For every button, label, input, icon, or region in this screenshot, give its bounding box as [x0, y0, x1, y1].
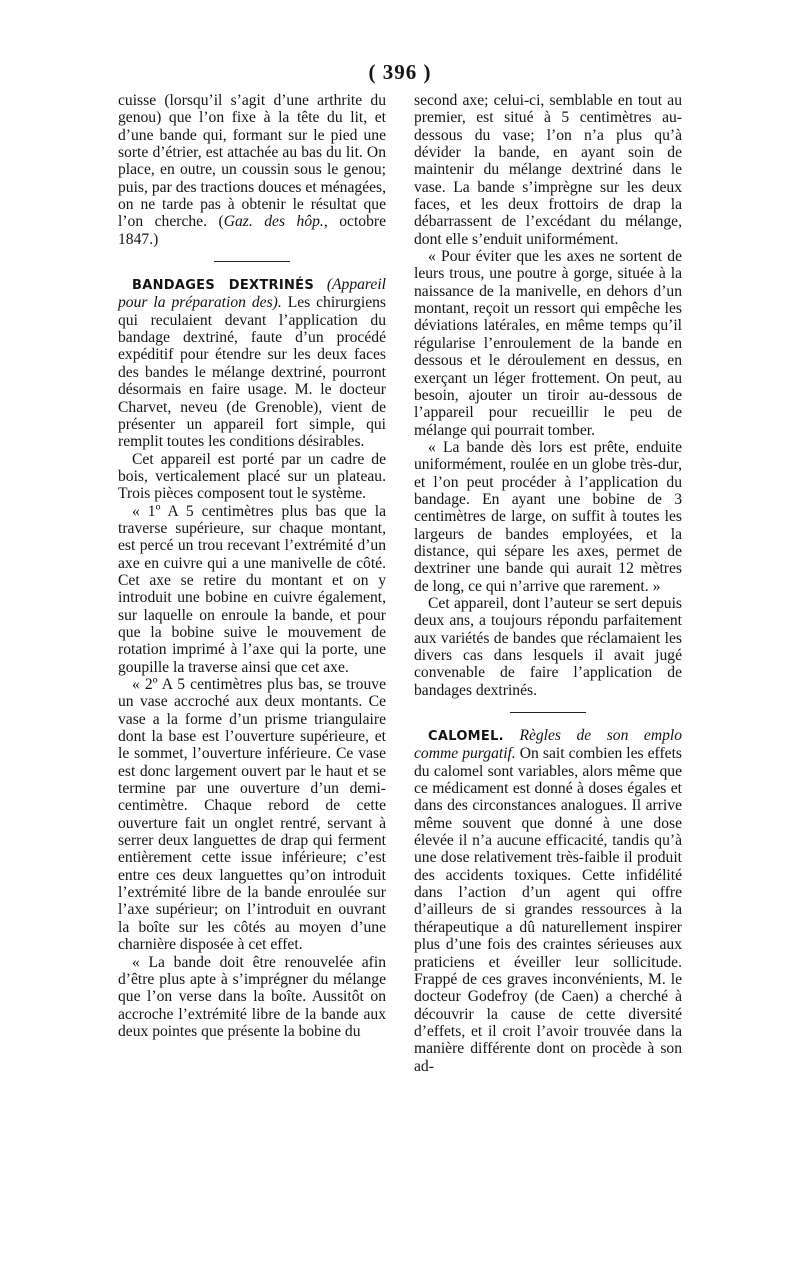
paragraph: second axe; celui-ci, semblable en tout au premier, est situé à 5 centimètres au-dessous du vase; l’on n’a plus qu’à dévider la bande, en ayant soin de maintenir du mélange dextriné dans le vase. La bande s’imprègne sur les deux faces, et les deux frottoirs de drap la débarrassent de l’excédant du mélange, dont elle s’enduit uniformément.: [414, 92, 682, 248]
section-divider: [214, 261, 290, 262]
paragraph: « 2º A 5 centimètres plus bas, se trouve un vase accroché aux deux montants. Ce vase a la forme d’un prisme triangulaire dont la base est l’ouverture supérieure, et le sommet, l’ouverture inférieure. Ce vase est donc largement ouvert par le haut et se termine par une ouverture d’un demi-centimètre. Chaque rebord de cette ouverture fait un onglet rentré, servant à serrer deux languettes de drap qui ferment entièrement cette issue inférieure; c’est entre ces deux languettes qu’on introduit l’extrémité libre de la bande enroulée sur l’axe supérieur; on l’introduit en ouvrant la boîte sur les côtés au moyen d’une charnière disposée à cet effet.: [118, 676, 386, 954]
paragraph: « 1º A 5 centimètres plus bas que la traverse supérieure, sur chaque montant, est percé un trou recevant l’extrémité d’un axe en cuivre qui a une manivelle de côté. Cet axe se retire du montant et on y introduit une bobine en cuivre également, sur laquelle on enroule la bande, et pour que la bobine suive le mouvement de rotation imprimé à l’axe qui la porte, une goupille la traverse ainsi que cet axe.: [118, 502, 386, 676]
paragraph: « La bande dès lors est prête, enduite uniformément, roulée en un globe très-dur, et l’on peut procéder à l’application du bandage. En ayant une bobine de 3 centimètres de large, on suffit à toutes les largeurs de bandes employées, et la distance, qui sépare les axes, permet de dextriner une bande qui aurait 12 mètres de long, ce qui n’arrive que rarement. »: [414, 438, 682, 595]
section-heading: BANDAGES DEXTRINÉS: [132, 278, 314, 294]
paragraph-text: Les chirurgiens qui reculaient devant l’application du bandage dextriné, faute d’un procédé expéditif pour étendre sur les deux faces des bandes le mélange dextriné, pourront désormais en faire usage.: [118, 294, 387, 399]
paragraph-text: , neveu (de Grenoble), vient de présenter un appareil fort simple, qui remplit toutes les conditions désirables.: [118, 398, 386, 451]
paragraph: Cet appareil est porté par un cadre de bois, verticalement placé sur un plateau. Trois pièces composent tout le système.: [118, 450, 386, 503]
citation-date: , octobre 1847.): [118, 213, 386, 248]
page-number: ( 396 ): [368, 60, 432, 84]
section-subtitle: (Appareil pour la préparation des).: [118, 276, 386, 312]
left-column: [118, 92, 386, 1040]
paragraph-text: On sait combien les effets du calomel sont variables, alors même que ce médicament est donné à doses égales et dans des circonstances analogues. Il arrive même souvent que donné à une dose élevée il n’a aucune efficacité, tandis qu’à une dose relativement très-faible il produit des accidents toxiques. Cette infidélité dans l’action d’un agent qui offre d’ailleurs de si grandes ressources à la thérapeutique a dû naturellement inspirer plus d’une fois des craintes sérieuses aux praticiens et éveiller leur sollicitude. Frappé de ces graves inconvénients,: [414, 745, 682, 988]
paragraph: [118, 92, 386, 248]
source-citation: Gaz. des hôp.: [223, 213, 324, 231]
author-name: M. le docteur Charvet: [118, 381, 386, 416]
section-divider: [510, 712, 586, 713]
paragraph-text: (de Caen) a cherché à découvrir la cause de cette diversité d’effets, et il croit l’avoir trouvée dans la manière différente dont on procède à son ad-: [414, 988, 683, 1075]
paragraph: « La bande doit être renouvelée afin d’être plus apte à s’imprégner du mélange que l’on verse dans la boîte. Aussitôt on accroche l’extrémité libre de la bande aux deux pointes que présente la bobine du: [118, 953, 386, 1040]
section-intro: [118, 276, 386, 450]
section-heading: CALOMEL.: [428, 729, 504, 745]
paragraph: Cet appareil, dont l’auteur se sert depuis deux ans, a toujours répondu parfaitement aux variétés de bandes que réclamaient les divers cas dans lesquels il avait jugé convenable de faire l’application de bandages dextrinés.: [414, 594, 682, 699]
paragraph-text: cuisse (lorsqu’il s’agit d’une arthrite du genou) que l’on fixe à la tête du lit, et d’une bande qui, formant sur le pied une sorte d’étrier, est attachée au bas du lit. On place, en outre, un coussin sous le genou; puis, par des tractions douces et ménagées, on ne tarde pas à obtenir le résultat que l’on cherche. (: [118, 92, 386, 231]
author-name: M. le docteur Godefroy: [414, 970, 682, 1006]
paragraph: « Pour éviter que les axes ne sortent de leurs trous, une poutre à gorge, située à la naissance de la manivelle, en dehors d’un montant, reçoit un ressort qui empêche les déviations latérales, en même temps qu’il régularise l’enroulement de la bande en dessous et le déroulement en dessus, en exerçant un léger frottement. On peut, au besoin, ajouter un tiroir au-dessous de l’appareil pour recueillir le peu de mélange qui pourrait tomber.: [414, 248, 682, 439]
section-subtitle: Règles de son emplo comme purgatif.: [414, 727, 683, 763]
right-column: [414, 92, 682, 1075]
section-intro: [414, 727, 682, 1075]
